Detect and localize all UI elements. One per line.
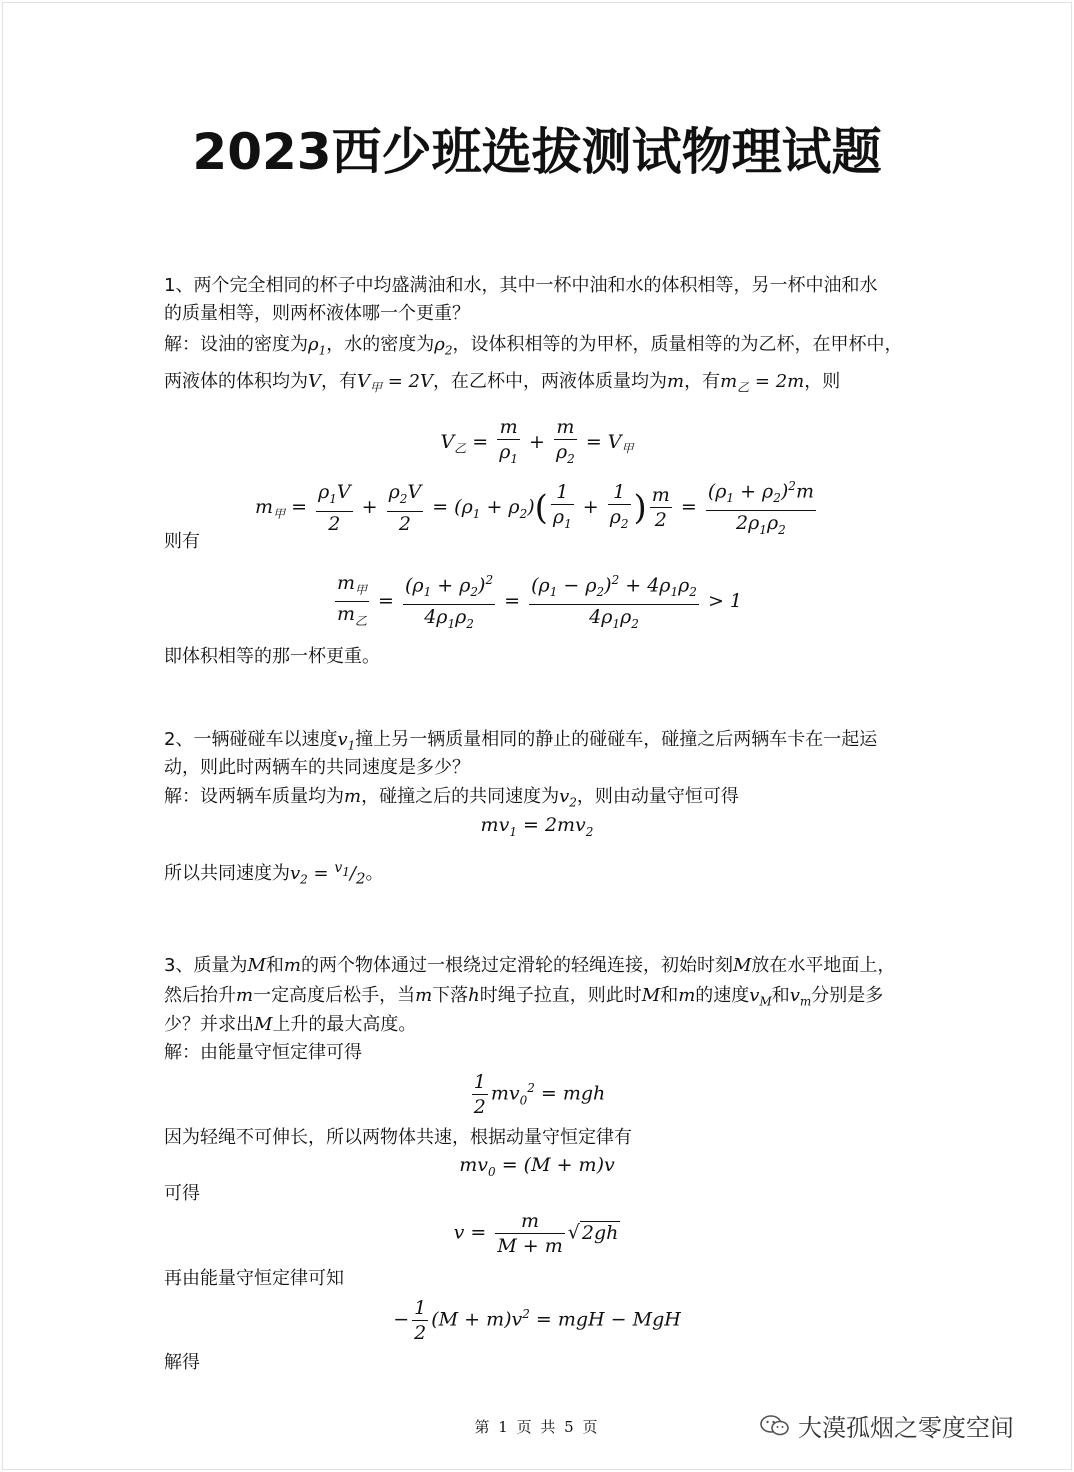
q1-line-4: 两液体的体积均为V，有$V_甲 = 2V$，在乙杯中，两液体质量均为m，有$m_乙 = 2m$，则 bbox=[164, 371, 841, 395]
q3-line-2: 然后抬升m一定高度后松手，当m下落h时绳子拉直，则此时M和m的速度$v_M$和$v_m$分别是多 bbox=[164, 985, 884, 1009]
watermark bbox=[760, 1408, 1014, 1443]
q3-equation-2: $mv_0 = (M + m)v$ bbox=[459, 1154, 615, 1179]
q3-equation-1: $\frac{1}{2}$ $mv_0^2$ = mgh bbox=[473, 1071, 606, 1118]
watermark-text: 大漠孤烟之零度空间 bbox=[798, 1414, 1014, 1442]
q3-line-7: 再由能量守恒定律可知 bbox=[164, 1268, 344, 1289]
q3-line-1: 3、质量为M和m的两个物体通过一根绕过定滑轮的轻绳连接，初始时刻M放在水平地面上， bbox=[164, 955, 896, 976]
q3-equation-4: − $\frac{1}{2}$ $(M + m)v^2$ = mgH − MgH bbox=[393, 1297, 681, 1344]
q1-equation-3: $\frac{m_甲}{m_乙}$ = $\frac{(\rho_1 + \rho_2)^2}{4\rho_1\rho_2}$ = $\frac{(\rho_1 - \rho_2)^2 + 4\rho_1\rho_2}{4\rho_1\rho_2}$ > 1 bbox=[0, 568, 1074, 636]
q2-line-2: 动，则此时两辆车的共同速度是多少？ bbox=[164, 757, 470, 778]
q1-equation-1: $V_乙$ = $\frac{m}{\rho_1}$ + $\frac{m}{\rho_2}$ = $V_甲$ bbox=[440, 416, 634, 466]
q2-equation-1: $mv_1 = 2mv_2$ bbox=[480, 814, 594, 839]
q1-line-2: 的质量相等，则两杯液体哪一个更重？ bbox=[164, 303, 470, 324]
q1-line-3: 解：设油的密度为$\rho_1$，水的密度为$\rho_2$，设体积相等的为甲杯，质量相等的为乙杯，在甲杯中， bbox=[164, 334, 903, 358]
q3-line-8: 解得 bbox=[164, 1352, 200, 1373]
q3-equation-3: v = $\frac{m}{M + m}$ √ 2gh bbox=[453, 1210, 619, 1257]
q2-line-3: 解：设两辆车质量均为m，碰撞之后的共同速度为$v_2$，则由动量守恒可得 bbox=[164, 786, 739, 810]
q3-line-4: 解：由能量守恒定律可得 bbox=[164, 1042, 362, 1063]
q1-equation-2: $m_甲$ = $\frac{\rho_1V}{2}$ + $\frac{\rho_2V}{2}$ = $(\rho_1 + \rho_2)$( $\frac{1}{\rho_1}$ + $\frac{1}{\rho_2}$ ) $\frac{m}{2}$ = $\frac{(\rho_1 + \rho_2)^2m}{2\rho_1\rho_2}$ bbox=[0, 474, 1074, 542]
wechat-icon bbox=[760, 1415, 790, 1437]
q1-then: 则有 bbox=[164, 531, 200, 552]
page-footer: 第 1 页 共 5 页 bbox=[474, 1418, 600, 1436]
q2-answer: 所以共同速度为$v_2 = ^{v_1}/_2$。 bbox=[164, 860, 384, 888]
q3-line-6: 可得 bbox=[164, 1183, 200, 1204]
q3-line-3: 少？并求出M上升的最大高度。 bbox=[164, 1014, 417, 1035]
page-title: 2023西少班选拔测试物理试题 bbox=[192, 123, 882, 181]
q1-conclusion: 即体积相等的那一杯更重。 bbox=[164, 646, 380, 667]
q3-line-5: 因为轻绳不可伸长，所以两物体共速，根据动量守恒定律有 bbox=[164, 1127, 632, 1148]
q1-line-1: 1、两个完全相同的杯子中均盛满油和水，其中一杯中油和水的体积相等，另一杯中油和水 bbox=[164, 275, 878, 296]
q2-line-1: 2、一辆碰碰车以速度$v_1$撞上另一辆质量相同的静止的碰碰车，碰撞之后两辆车卡在一起运 bbox=[164, 729, 878, 753]
